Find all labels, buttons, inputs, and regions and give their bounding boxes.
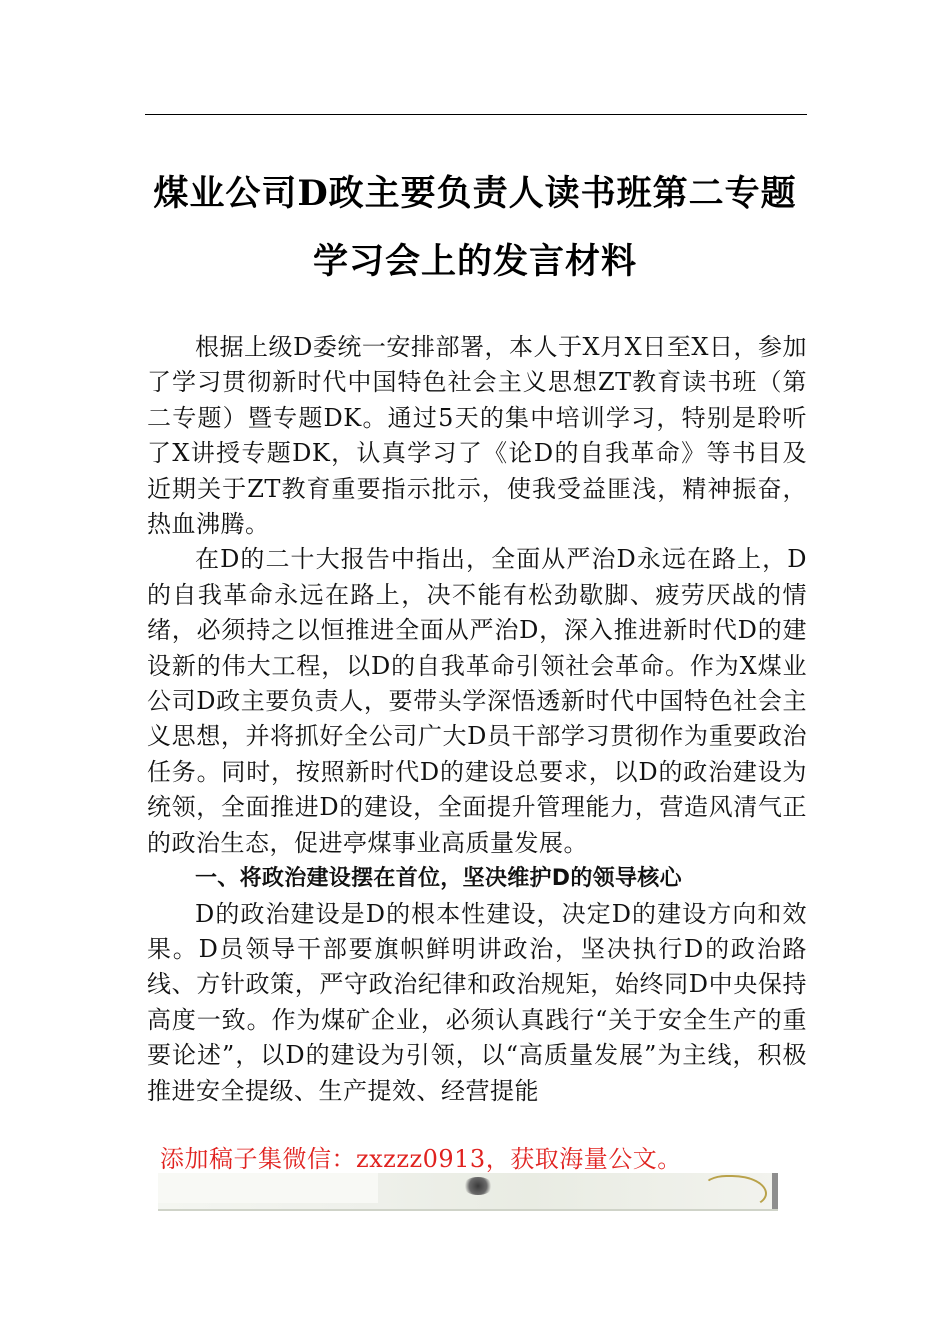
document-body (147, 330, 807, 1109)
paragraph-report: 在D的二十大报告中指出，全面从严治D永远在路上，D的自我革命永远在路上，决不能有松劲歇脚、疲劳厌战的情绪，必须持之以恒推进全面从严治D，深入推进新时代D的建设新的伟大工程，以D的自我革命引领社会革命。作为X煤业公司D政主要负责人，要带头学深悟透新时代中国特色社会主义思想，并将抓好全公司广大D员干部学习贯彻作为重要政治任务。同时，按照新时代D的建设总要求，以D的政治建设为统领，全面推进D的建设，全面提升管理能力，营造风清气正的政治生态，促进亭煤事业高质量发展。 (147, 545, 807, 857)
document-title-line-1: 煤业公司D政主要负责人读书班第二专题 (153, 173, 797, 214)
paragraph-section-1: D的政治建设是D的根本性建设，决定D的建设方向和效果。D员领导干部要旗帜鲜明讲政治，坚决执行D的政治路线、方针政策，严守政治纪律和政治规矩，始终同D中央保持高度一致。作为煤矿企业，必须认真践行“关于安全生产的重要论述”，以D的建设为引领，以“高质量发展”为主线，积极推进安全提级、生产提效、经营提能 (147, 899, 807, 1105)
promo-note: 添加稿子集微信：zxzzz0913，获取海量公文。 (160, 1145, 682, 1173)
image-gold-curve (703, 1175, 767, 1209)
section-heading-1: 一、将政治建设摆在首位，坚决维护D的领导核心 (195, 866, 682, 892)
paragraph-intro: 根据上级D委统一安排部署，本人于X月X日至X日，参加了学习贯彻新时代中国特色社会主义思想ZT教育读书班（第二专题）暨专题DK。通过5天的集中培训学习，特别是聆听了X讲授专题DK，认真学习了《论D的自我革命》等书目及近期关于ZT教育重要指示批示，使我受益匪浅，精神振奋，热血沸腾。 (147, 333, 807, 539)
document-title-line-2: 学习会上的发言材料 (312, 241, 637, 282)
decorative-image-strip (158, 1173, 778, 1211)
top-rule (145, 114, 807, 115)
image-right-edge (772, 1173, 778, 1209)
image-pale-area (158, 1173, 378, 1203)
image-ink-blot (463, 1177, 493, 1195)
